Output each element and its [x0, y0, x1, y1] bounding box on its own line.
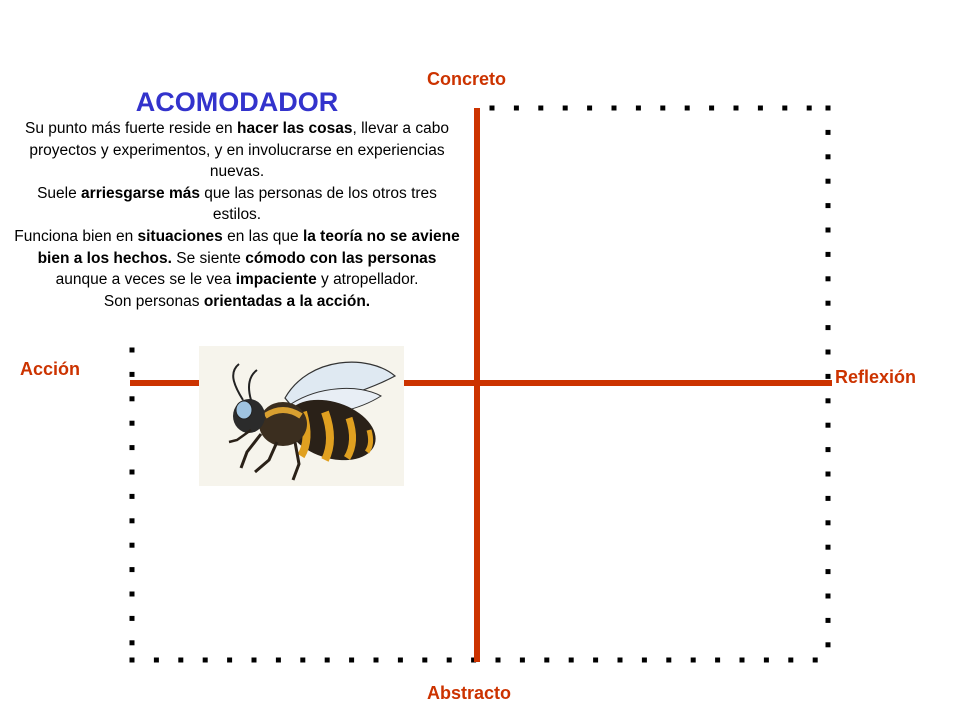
- frame-dot: [826, 106, 831, 111]
- frame-dot: [826, 569, 831, 574]
- frame-dot: [130, 348, 135, 353]
- description-paragraph-4: [12, 291, 462, 313]
- frame-dot: [349, 658, 354, 663]
- text-run: arriesgarse más: [81, 184, 200, 202]
- frame-dot: [178, 658, 183, 663]
- axis-label-reflexion: Reflexión: [835, 367, 917, 387]
- frame-dot: [496, 658, 501, 663]
- frame-dot: [826, 228, 831, 233]
- style-description-card: [12, 86, 462, 312]
- text-run: que las personas de los otros tres estilos.: [199, 184, 437, 224]
- frame-dot: [660, 106, 665, 111]
- frame-dot: [374, 658, 379, 663]
- frame-dot: [826, 301, 831, 306]
- frame-dot: [826, 447, 831, 452]
- frame-dot: [715, 658, 720, 663]
- frame-dot: [826, 130, 831, 135]
- text-run: hacer las cosas: [236, 120, 353, 137]
- frame-dot: [130, 470, 135, 475]
- frame-dot: [544, 658, 549, 663]
- frame-dot: [826, 398, 831, 403]
- frame-dot: [826, 472, 831, 477]
- text-run: en las que: [222, 227, 303, 245]
- text-run: la teoría no se aviene bien a los hechos.: [37, 227, 460, 267]
- frame-dot: [252, 658, 257, 663]
- text-run: Se siente: [171, 249, 246, 267]
- bee-icon: [199, 346, 404, 486]
- frame-dot: [300, 658, 305, 663]
- frame-dot: [782, 106, 787, 111]
- frame-dot: [826, 252, 831, 257]
- frame-dot: [130, 445, 135, 450]
- frame-dot: [826, 276, 831, 281]
- frame-dot: [569, 658, 574, 663]
- frame-dot: [826, 545, 831, 550]
- text-run: Funciona bien en: [14, 227, 138, 245]
- frame-dot: [826, 203, 831, 208]
- frame-dot: [813, 658, 818, 663]
- frame-dot: [691, 658, 696, 663]
- frame-dot: [740, 658, 745, 663]
- frame-dot: [130, 494, 135, 499]
- frame-dot: [227, 658, 232, 663]
- frame-dot: [325, 658, 330, 663]
- text-run: orientadas a la acción.: [203, 292, 371, 310]
- style-title: ACOMODADOR: [135, 87, 339, 117]
- frame-dot: [490, 106, 495, 111]
- frame-dot: [826, 325, 831, 330]
- frame-dot: [130, 518, 135, 523]
- frame-dot: [758, 106, 763, 111]
- frame-dot: [563, 106, 568, 111]
- frame-dot: [826, 642, 831, 647]
- frame-dot: [807, 106, 812, 111]
- frame-dot: [764, 658, 769, 663]
- frame-dot: [587, 106, 592, 111]
- text-run: Son personas: [103, 292, 204, 310]
- frame-dot: [826, 618, 831, 623]
- frame-dot: [593, 658, 598, 663]
- frame-dot: [685, 106, 690, 111]
- text-run: Suele: [37, 184, 82, 202]
- axis-label-abstracto: Abstracto: [427, 683, 512, 703]
- axis-label-concreto: Concreto: [427, 69, 507, 89]
- frame-dot: [130, 658, 135, 663]
- frame-dot: [618, 658, 623, 663]
- text-run: , llevar a cabo proyectos y experimentos, y en involucrarse en experiencias nuevas.: [29, 120, 449, 181]
- frame-dot: [709, 106, 714, 111]
- frame-dot: [130, 372, 135, 377]
- frame-dot: [154, 658, 159, 663]
- frame-dot: [666, 658, 671, 663]
- description-paragraph-3: [12, 226, 462, 291]
- frame-dot: [130, 640, 135, 645]
- frame-dot: [826, 179, 831, 184]
- text-run: aunque a veces se le vea: [55, 271, 236, 289]
- frame-dot: [130, 421, 135, 426]
- frame-dot: [788, 658, 793, 663]
- frame-dot: [447, 658, 452, 663]
- text-run: cómodo con las personas: [245, 249, 437, 267]
- frame-dot: [826, 350, 831, 355]
- text-run: Su punto más fuerte reside en: [25, 120, 237, 137]
- frame-dot: [130, 567, 135, 572]
- frame-dot: [734, 106, 739, 111]
- frame-dot: [826, 154, 831, 159]
- frame-dot: [130, 543, 135, 548]
- frame-dot: [636, 106, 641, 111]
- frame-dot: [826, 374, 831, 379]
- frame-dot: [538, 106, 543, 111]
- frame-dot: [276, 658, 281, 663]
- description-paragraph-2: [12, 183, 462, 226]
- frame-dot: [826, 496, 831, 501]
- text-run: impaciente: [235, 271, 317, 289]
- frame-dot: [826, 423, 831, 428]
- frame-dot: [130, 592, 135, 597]
- frame-dot: [203, 658, 208, 663]
- frame-dot: [130, 616, 135, 621]
- axis-label-accion: Acción: [20, 359, 81, 379]
- frame-dot: [398, 658, 403, 663]
- frame-dot: [422, 658, 427, 663]
- frame-dot: [826, 594, 831, 599]
- frame-dot: [130, 396, 135, 401]
- description-paragraph-1: [12, 118, 462, 183]
- frame-dot: [642, 658, 647, 663]
- frame-dot: [612, 106, 617, 111]
- frame-dot: [520, 658, 525, 663]
- text-run: situaciones: [137, 227, 223, 245]
- text-run: y atropellador.: [316, 271, 419, 289]
- frame-dot: [826, 520, 831, 525]
- frame-dot: [514, 106, 519, 111]
